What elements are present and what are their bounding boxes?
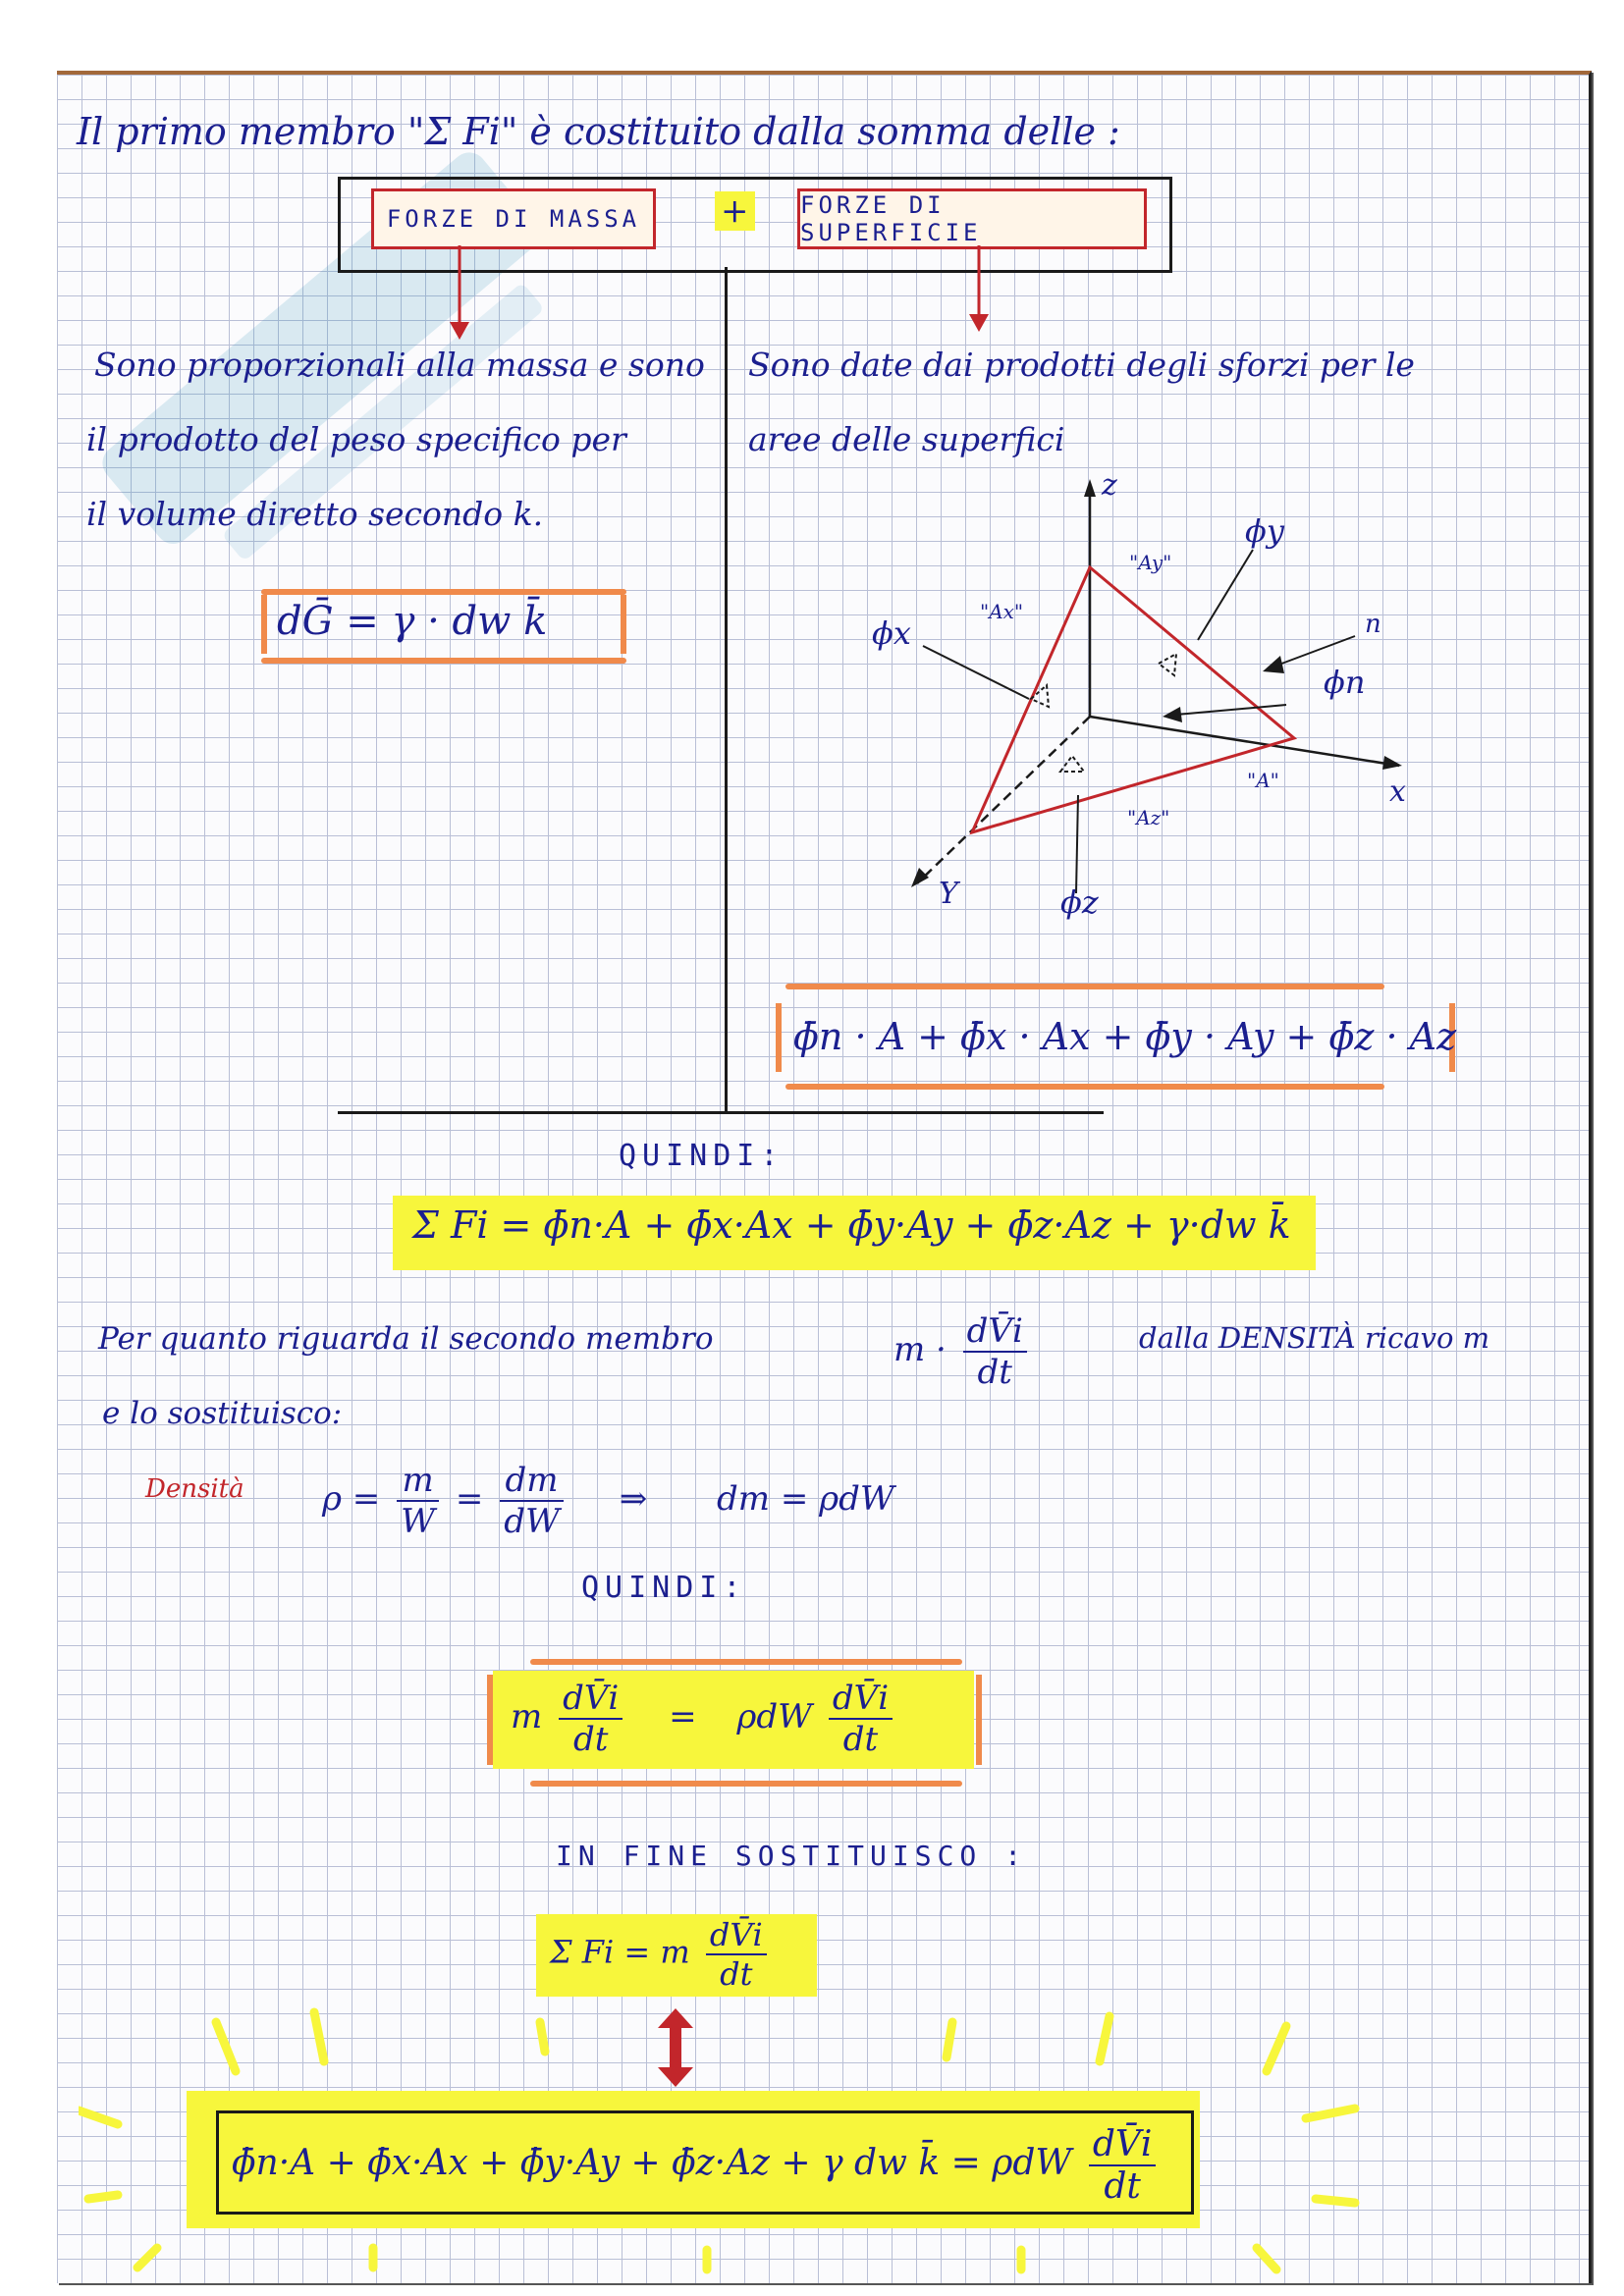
eq2-bar-top [530,1659,962,1665]
densita-fraction-2 [500,1461,564,1541]
equation-sum-forces: Σ Fi = ϕ̄n·A + ϕ̄x·Ax + ϕ̄y·Ay + ϕ̄z·Az + γ·dw k̄ [412,1203,1291,1247]
area-y-label: "Ay" [1129,551,1172,574]
densita-fraction-1 [397,1461,439,1541]
equation-mass-density [511,1679,898,1759]
equation-newton [550,1916,773,1993]
densita-equation [322,1461,894,1541]
densita-f2-num: dm [500,1461,564,1502]
eq3-num: dV̄i [706,1916,767,1955]
eq2-f2-num: dV̄i [829,1679,893,1720]
intro-line: Il primo membro "Σ Fi" è costituito dalla somma delle : [77,110,1120,153]
phi-x-label: ϕx [872,614,911,652]
eq2-equals: = [669,1697,697,1736]
final-equation [232,2124,1162,2207]
surface-forces-label: FORZE DI SUPERFICIE [797,188,1147,249]
axis-y-label: Y [939,877,958,911]
n-label: n [1365,610,1381,639]
eq2-fraction-2 [829,1679,893,1759]
fraction-numerator: dV̄i [963,1311,1027,1353]
eq3-den: dt [720,1955,753,1993]
fraction-denominator: dt [977,1353,1012,1392]
final-lhs: ϕ̄n·A + ϕ̄x·Ax + ϕ̄y·Ay + ϕ̄z·Az + γ dw k̄ = ρdW [232,2143,1072,2183]
phi-y-label: ϕy [1245,512,1284,550]
section-rule [338,1111,1104,1114]
densita-f2-den: dW [504,1502,560,1541]
second-member-fraction [963,1311,1027,1392]
left-line-2: il prodotto del peso specifico per [86,420,626,458]
rho-symbol: ρ = [322,1479,381,1519]
densita-f1-num: m [397,1461,439,1502]
right-line-1: Sono date dai prodotti degli sforzi per le [748,346,1415,384]
top-margin [0,0,1624,71]
eq2-f1-num: dV̄i [559,1679,623,1720]
second-member-text-b: dalla DENSITÀ ricavo m [1139,1321,1490,1355]
densita-f1-den: W [401,1502,436,1541]
final-den: dt [1104,2166,1141,2207]
densita-result: dm = ρdW [717,1479,894,1519]
eq2-f2-den: dt [842,1720,879,1759]
right-formula-bar-bottom [785,1084,1384,1090]
right-formula-bar-top [785,984,1384,989]
right-line-2: aree delle superfici [748,420,1065,458]
area-x-label: "Ax" [980,600,1024,623]
eq2-f1-den: dt [572,1720,609,1759]
eq3-lhs: Σ Fi = m [550,1933,690,1971]
right-formula: ϕ̄n · A + ϕ̄x · Ax + ϕ̄y · Ay + ϕ̄z · Az [793,1015,1457,1058]
second-member-term [893,1311,1033,1392]
left-formula-bar-bottom [261,658,626,664]
eq2-m: m [511,1697,543,1736]
tetrahedron-diagram [864,471,1414,923]
second-member-text-a: Per quanto riguarda il secondo membro [98,1321,714,1357]
notebook-page [57,71,1592,2283]
quindi-heading-1: QUINDI: [619,1139,785,1173]
phi-n-label: ϕn [1324,664,1366,701]
second-member-m: m · [893,1330,947,1369]
implies-arrow: ⇒ [619,1479,648,1519]
axis-z-label: z [1102,471,1117,503]
plus-sign: + [715,191,755,231]
left-line-3: il volume diretto secondo k. [86,495,544,533]
area-n-label: "A" [1247,769,1279,792]
eq3-fraction [706,1916,767,1993]
final-fraction [1089,2124,1157,2207]
eq2-bar-bottom [530,1781,962,1787]
mass-forces-label: FORZE DI MASSA [371,188,656,249]
left-formula-bar-top [261,589,626,595]
left-line-1: Sono proporzionali alla massa e sono [94,346,705,384]
left-formula: dḠ = γ · dw k̄ [277,599,548,644]
phi-z-label: ϕz [1060,883,1099,921]
column-divider [725,267,728,1113]
quindi-heading-2: QUINDI: [581,1571,747,1605]
infine-heading: IN FINE SOSTITUISCO : [556,1840,1028,1872]
densita-equals: = [455,1479,484,1519]
axis-x-label: x [1389,774,1406,809]
densita-label: Densità [145,1474,244,1504]
area-z-label: "Az" [1127,806,1170,829]
eq2-rho-dw: ρdW [736,1697,813,1736]
second-member-line-2: e lo sostituisco: [102,1396,343,1431]
eq2-fraction-1 [559,1679,623,1759]
final-num: dV̄i [1089,2124,1157,2166]
